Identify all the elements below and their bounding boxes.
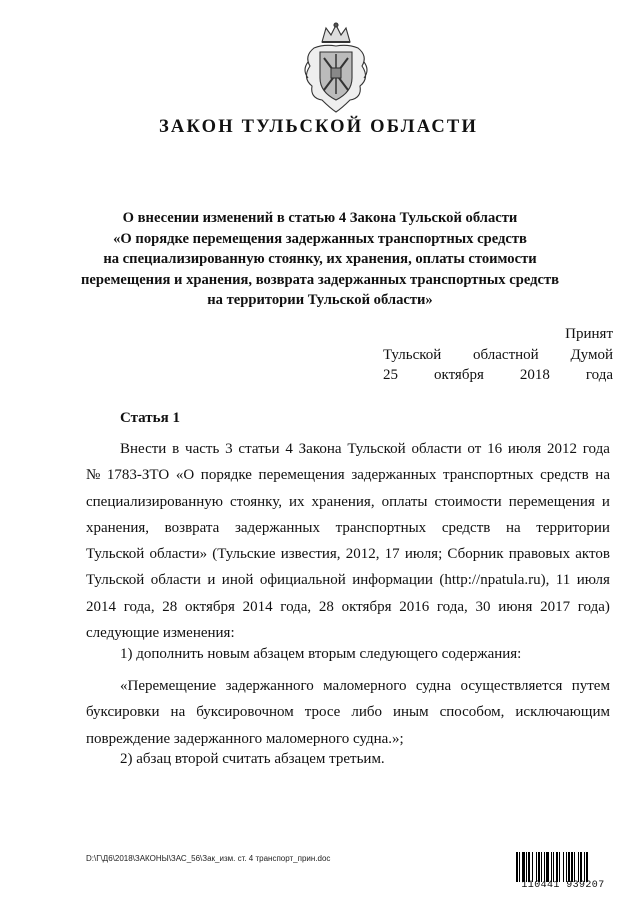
adoption-block <box>383 324 613 386</box>
paragraph-line: Тульской области и иной официальной информации (http://npatula.ru), 11 июля <box>86 572 610 589</box>
quote-line: буксировки на буксировочном тросе либо иным способом, исключающим <box>86 704 610 721</box>
document-file-path: D:\Г\Д6\2018\ЗАКОНЫ\ЗАС_56\Зак_изм. ст. 4 транспорт_прин.doc <box>86 854 331 863</box>
subject-line: на территории Тульской области» <box>207 292 433 308</box>
article-heading: Статья 1 <box>120 410 180 426</box>
amendment-item-2: 2) абзац второй считать абзацем третьим. <box>120 751 385 767</box>
adopted-date-year: 2018 <box>519 367 550 383</box>
subject-line: «О порядке перемещения задержанных транспортных средств <box>113 230 527 247</box>
adopted-date-day: 25 <box>383 367 398 383</box>
adopted-by-word: Тульской <box>383 346 442 363</box>
paragraph-line: 2014 года, 28 октября 2014 года, 28 октября 2016 года, 30 июня 2017 года) <box>86 598 610 615</box>
adopted-word: Принят <box>565 326 613 342</box>
barcode-number: 110441 939207 <box>521 880 605 891</box>
amendment-item-1: 1) дополнить новым абзацем вторым следующего содержания: <box>120 646 522 662</box>
paragraph-line: хранения, возврата задержанных транспортных средств на территории <box>86 519 610 536</box>
quote-line: повреждение задержанного маломерного судна.»; <box>86 730 404 747</box>
adopted-date-month: октября <box>433 367 484 383</box>
adopted-by <box>383 345 613 366</box>
subject-line: О внесении изменений в статью 4 Закона Тульской области <box>122 210 518 226</box>
paragraph-line: № 1783-ЗТО «О порядке перемещения задержанных транспортных средств на <box>86 467 610 484</box>
adopted-date-suffix: года <box>585 367 613 383</box>
paragraph-line: Внести в часть 3 статьи 4 Закона Тульской области от 16 июля 2012 года <box>120 441 610 457</box>
paragraph-line: специализированную стоянку, их хранения, оплаты стоимости перемещения и <box>86 493 610 510</box>
article-paragraph <box>86 436 610 646</box>
adopted-by-word: Думой <box>570 346 613 363</box>
subject-line: на специализированную стоянку, их хранения, оплаты стоимости <box>103 251 537 267</box>
tula-coat-of-arms-icon <box>300 22 372 114</box>
adopted-by-word: областной <box>473 346 539 363</box>
adopted-date <box>383 365 613 386</box>
paragraph-line: следующие изменения: <box>86 625 235 642</box>
subject-line: перемещения и хранения, возврата задержанных транспортных средств <box>80 271 560 288</box>
quote-line: «Перемещение задержанного маломерного судна осуществляется путем <box>120 678 610 694</box>
barcode-icon <box>516 852 610 882</box>
paragraph-line: Тульской области» (Тульские известия, 2012, 17 июля; Сборник правовых актов <box>86 546 610 563</box>
amendment-quote <box>86 673 610 752</box>
law-subject-title <box>60 208 580 311</box>
law-title: ЗАКОН ТУЛЬСКОЙ ОБЛАСТИ <box>158 117 479 137</box>
